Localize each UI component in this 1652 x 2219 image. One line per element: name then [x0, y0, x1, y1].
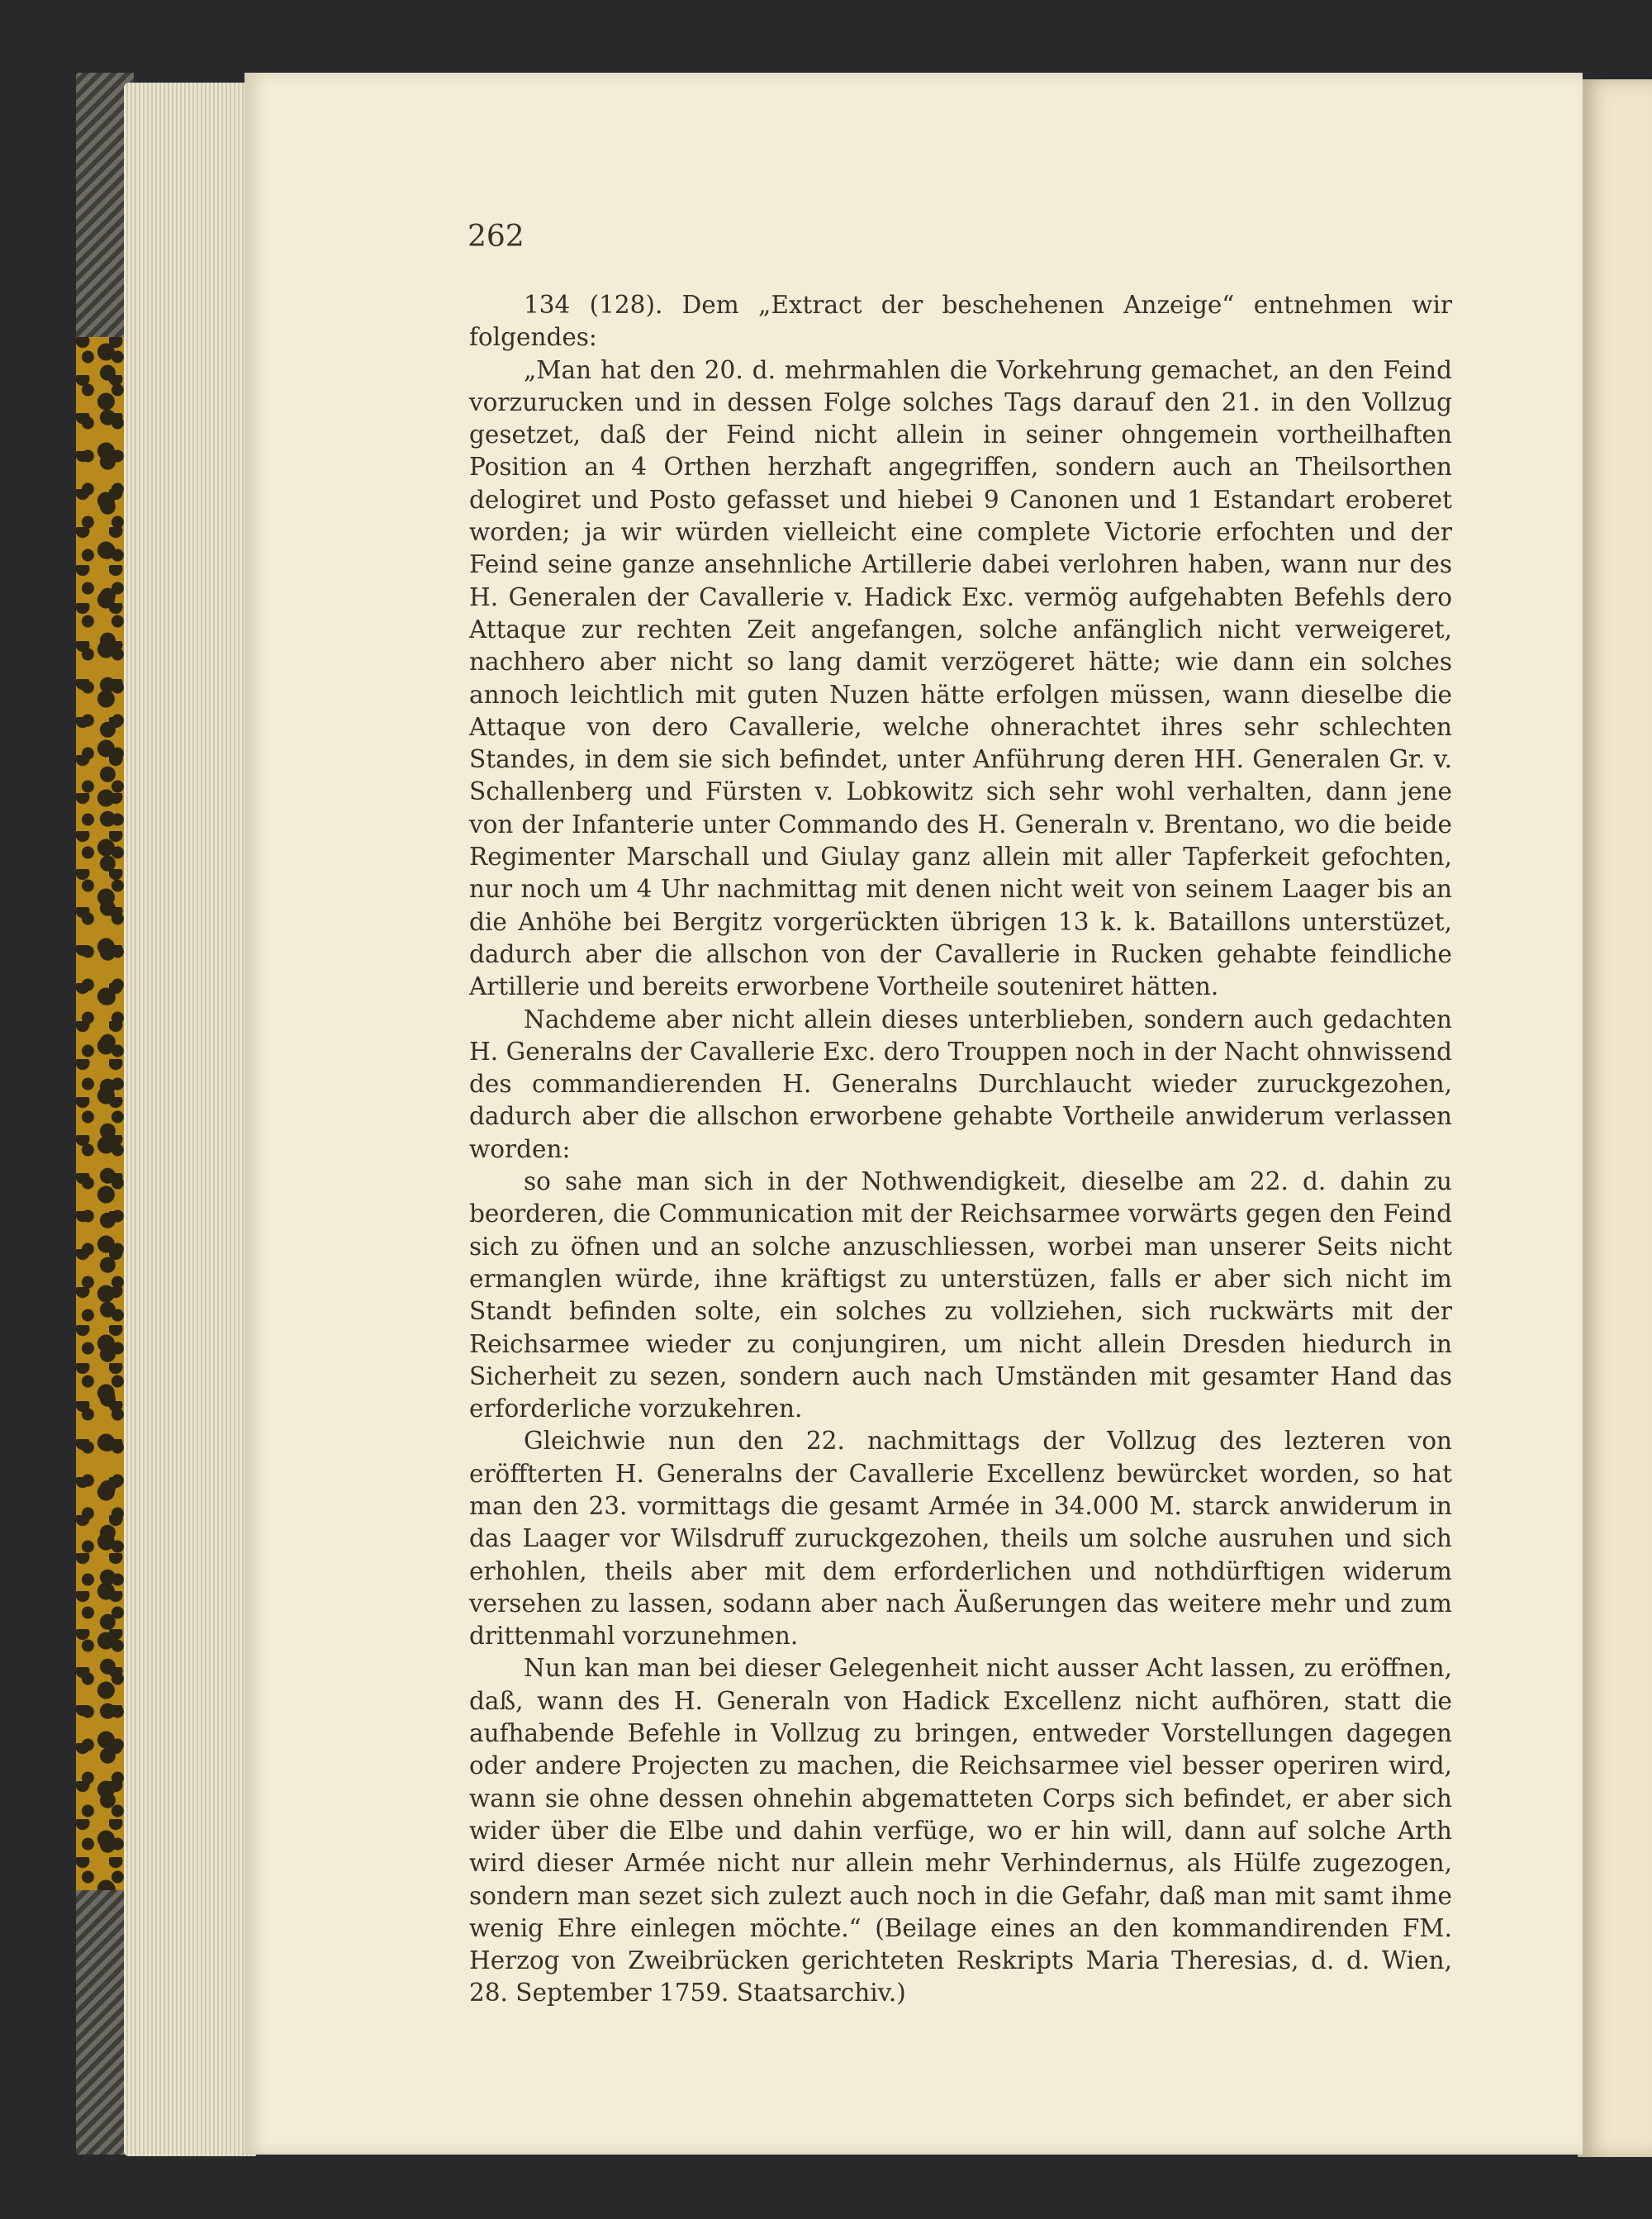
page-edges	[124, 83, 256, 2156]
paragraph: „Man hat den 20. d. mehrmahlen die Vorkehrung gemachet, an den Feind vorzurucken und in dessen Folge solches Tags darauf den 21. in den Vollzug gesetzet, daß der Feind nicht allein in seiner ohngemein vortheilhaften Position an 4 Orthen herzhaft angegriffen, sondern auch an Theilsorthen delogiret und Posto gefasset und hiebei 9 Canonen und 1 Estandart eroberet worden; ja wir würden vielleicht eine complete Victorie erfochten und der Feind seine ganze ansehnliche Artillerie dabei verlohren haben, wann nur des H. Generalen der Cavallerie v. Hadick Exc. vermög aufgehabten Befehls dero Attaque zur rechten Zeit angefangen, solche anfänglich nicht verweigeret, nachhero aber nicht so lang damit verzögeret hätte; wie dann ein solches annoch leichtlich mit guten Nuzen hätte erfolgen müssen, wann dieselbe die Attaque von dero Cavallerie, welche ohnerachtet ihres sehr schlechten Standes, in dem sie sich befindet, unter Anführung deren HH. Generalen Gr. v. Schallenberg und Fürsten v. Lobkowitz sich sehr wohl verhalten, dann jene von der Infanterie unter Commando des H. Generaln v. Brentano, wo die beide Regimenter Marschall und Giulay ganz allein mit aller Tapferkeit gefochten, nur noch um 4 Uhr nachmittag mit denen nicht weit von seinem Laager bis an die Anhöhe bei Bergitz vorgerückten übrigen 13 k. k. Bataillons unterstüzet, dadurch aber die allschon von der Cavallerie in Rucken gehabte feindliche Artillerie und bereits erworbene Vortheile souteniret hätten.	[469, 355, 1452, 1001]
page-number: 262	[468, 220, 525, 254]
facing-page	[1578, 79, 1652, 2157]
paragraph: Gleichwie nun den 22. nachmittags der Vollzug des lezteren von eröffterten H. Generalns der Cavallerie Excellenz bewürcket worden, so hat man den 23. vormittags die gesamt Armée in 34.000 M. starck anwiderum in das Laager vor Wilsdruff zuruckgezohen, theils um solche ausruhen und sich erhohlen, theils aber mit dem erforderlichen und nothdürftigen widerum versehen zu lassen, sodann aber nach Äußerungen das weitere mehr und zum drittenmahl vorzunehmen.	[469, 1427, 1452, 1651]
paragraph: Nun kan man bei dieser Gelegenheit nicht ausser Acht lassen, zu eröffnen, daß, wann des H. Generaln von Hadick Excellenz nicht aufhören, statt die aufhabende Befehle in Vollzug zu bringen, entweder Vorstellungen dagegen oder andere Projecten zu machen, die Reichsarmee viel besser operiren wird, wann sie ohne dessen ohnehin abgematteten Corps sich befindet, er aber sich wider über die Elbe und dahin verfüge, wo er hin will, dann auf solche Arth wird dieser Armée nicht nur allein mehr Verhindernus, als Hülfe zugezogen, sondern man sezet sich zulezt auch noch in die Gefahr, daß man mit samt ihme wenig Ehre einlegen möchte.“ (Beilage eines an den kommandirenden FM. Herzog von Zweibrücken gerichteten Reskripts Maria Theresias, d. d. Wien, 28. September 1759. Staatsarchiv.)	[469, 1654, 1452, 2008]
paragraph: Nachdeme aber nicht allein dieses unterblieben, sondern auch gedachten H. Generalns der Cavallerie Exc. dero Trouppen noch in der Nacht ohnwissend des commandierenden H. Generalns Durchlaucht wieder zuruckgezohen, dadurch aber die allschon erworbene gehabte Vortheile anwiderum verlassen worden:	[469, 1005, 1452, 1163]
page-body	[469, 289, 1452, 2008]
paragraph: so sahe man sich in der Nothwendigkeit, dieselbe am 22. d. dahin zu beorderen, die Communication mit der Reichsarmee vorwärts gegen den Feind sich zu öfnen und an solche anzuschliessen, worbei man unserer Seits nicht ermanglen würde, ihne kräftigst zu unterstüzen, falls er aber sich nicht im Standt befinden solte, ein solches zu vollziehen, sich ruckwärts mit der Reichsarmee wieder zu conjungiren, um nicht allein Dresden hiedurch in Sicherheit zu sezen, sondern auch nach Umständen mit gesamter Hand das erforderliche vorzukehren.	[469, 1167, 1452, 1423]
paragraph: 134 (128). Dem „Extract der beschehenen Anzeige“ entnehmen wir folgendes:	[469, 291, 1452, 352]
